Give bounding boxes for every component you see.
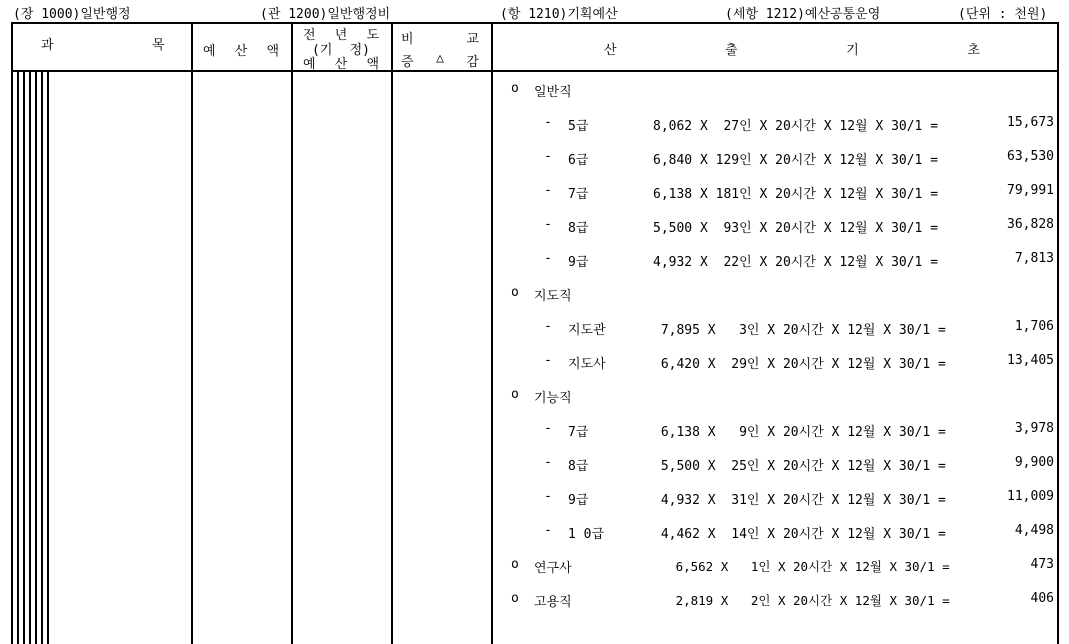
header-prev-ch: 도 xyxy=(366,28,379,43)
row-label: 9급 xyxy=(568,255,589,270)
bullet-dash: - xyxy=(544,489,552,504)
gwan-label: (관 1200)일반행정비 xyxy=(260,7,391,22)
header-prev-ch: (기 xyxy=(312,43,333,58)
row-amount: 79,991 xyxy=(1007,183,1054,198)
row-label: 7급 xyxy=(568,187,589,202)
row-calculation: 6,562 X 1인 X 20시간 X 12월 X 30/1 = xyxy=(653,559,950,574)
header-budget-ch: 산 xyxy=(234,44,248,59)
bullet-dash: - xyxy=(544,217,552,232)
table-row xyxy=(0,285,1069,305)
row-label: 지도직 xyxy=(534,289,572,304)
table-row xyxy=(0,387,1069,407)
header-compare-ch: 증 xyxy=(401,55,414,70)
row-amount: 63,530 xyxy=(1007,149,1054,164)
unit-label: (단위 : 천원) xyxy=(958,7,1048,22)
row-label: 1 0급 xyxy=(568,527,605,542)
row-calculation: 5,500 X 93인 X 20시간 X 12월 X 30/1 = xyxy=(653,221,939,236)
row-calculation: 5,500 X 25인 X 20시간 X 12월 X 30/1 = xyxy=(653,459,946,474)
header-budget xyxy=(203,40,279,59)
table-row xyxy=(0,489,1069,509)
row-calculation: 6,420 X 29인 X 20시간 X 12월 X 30/1 = xyxy=(653,357,946,372)
bullet-dash: - xyxy=(544,421,552,436)
table-row xyxy=(0,81,1069,101)
row-calculation: 4,932 X 22인 X 20시간 X 12월 X 30/1 = xyxy=(653,255,939,270)
header-prev-ch: 년 xyxy=(334,28,348,43)
header-basis-ch: 초 xyxy=(967,43,980,58)
row-label: 고용직 xyxy=(534,595,572,610)
row-label: 기능직 xyxy=(534,391,572,406)
header-budget-ch: 예 xyxy=(203,44,216,59)
row-label: 일반직 xyxy=(534,85,572,100)
row-calculation: 4,462 X 14인 X 20시간 X 12월 X 30/1 = xyxy=(653,527,946,542)
row-amount: 473 xyxy=(1030,557,1054,572)
header-prev-ch: 예 xyxy=(303,57,316,72)
header-compare-ch: 비 xyxy=(401,32,414,47)
table-row xyxy=(0,251,1069,271)
table-row xyxy=(0,149,1069,169)
header-prev-ch: 산 xyxy=(334,57,348,72)
bullet-dash: - xyxy=(544,353,552,368)
bullet-circle: o xyxy=(511,591,519,606)
table-row xyxy=(0,217,1069,237)
row-label: 9급 xyxy=(568,493,589,508)
bullet-dash: - xyxy=(544,455,552,470)
header-basis-ch: 출 xyxy=(725,43,738,58)
table-row xyxy=(0,523,1069,543)
header-basis xyxy=(604,39,980,58)
header-compare-ch: 교 xyxy=(466,32,479,47)
row-calculation: 4,932 X 31인 X 20시간 X 12월 X 30/1 = xyxy=(653,493,946,508)
header-compare-line1 xyxy=(401,28,479,47)
row-amount: 9,900 xyxy=(1014,455,1054,470)
row-calculation: 2,819 X 2인 X 20시간 X 12월 X 30/1 = xyxy=(653,593,950,608)
row-label: 지도관 xyxy=(568,323,606,338)
bullet-circle: o xyxy=(511,81,519,96)
bullet-dash: - xyxy=(544,183,552,198)
bullet-dash: - xyxy=(544,251,552,266)
bullet-dash: - xyxy=(544,319,552,334)
bullet-circle: o xyxy=(511,285,519,300)
table-row xyxy=(0,353,1069,373)
header-subject-right: 목 xyxy=(152,38,165,53)
row-amount: 11,009 xyxy=(1007,489,1054,504)
table-row xyxy=(0,591,1069,611)
row-label: 연구사 xyxy=(534,561,572,576)
hang-label: (항 1210)기획예산 xyxy=(500,7,618,22)
header-compare-ch: 감 xyxy=(466,55,479,70)
jang-label: (장 1000)일반행정 xyxy=(13,7,131,22)
row-amount: 15,673 xyxy=(1007,115,1054,130)
row-label: 6급 xyxy=(568,153,589,168)
bullet-circle: o xyxy=(511,557,519,572)
table-row xyxy=(0,115,1069,135)
header-prev-ch: 정) xyxy=(349,43,370,58)
row-calculation: 6,138 X 9인 X 20시간 X 12월 X 30/1 = xyxy=(653,425,946,440)
table-row xyxy=(0,319,1069,339)
row-calculation: 6,138 X 181인 X 20시간 X 12월 X 30/1 = xyxy=(653,187,939,202)
table-row xyxy=(0,183,1069,203)
table-row xyxy=(0,557,1069,577)
header-compare-line2 xyxy=(401,51,479,70)
bullet-dash: - xyxy=(544,149,552,164)
row-amount: 406 xyxy=(1030,591,1054,606)
row-amount: 7,813 xyxy=(1014,251,1054,266)
row-amount: 13,405 xyxy=(1007,353,1054,368)
header-compare-ch: △ xyxy=(436,51,444,66)
row-label: 8급 xyxy=(568,221,589,236)
row-amount: 4,498 xyxy=(1014,523,1054,538)
sehang-label: (세항 1212)예산공통운영 xyxy=(725,7,881,22)
header-prev-ch: 액 xyxy=(366,57,379,72)
row-calculation: 7,895 X 3인 X 20시간 X 12월 X 30/1 = xyxy=(653,323,946,338)
row-label: 5급 xyxy=(568,119,589,134)
table-row xyxy=(0,421,1069,441)
row-label: 7급 xyxy=(568,425,589,440)
header-basis-ch: 산 xyxy=(604,43,617,58)
header-divider xyxy=(11,70,1059,72)
bullet-circle: o xyxy=(511,387,519,402)
bullet-dash: - xyxy=(544,523,552,538)
row-calculation: 8,062 X 27인 X 20시간 X 12월 X 30/1 = xyxy=(653,119,939,134)
header-basis-ch: 기 xyxy=(846,43,859,58)
header-prev-line3 xyxy=(303,53,379,72)
row-amount: 36,828 xyxy=(1007,217,1054,232)
row-label: 8급 xyxy=(568,459,589,474)
header-prev-ch: 전 xyxy=(303,28,316,43)
header-budget-ch: 액 xyxy=(266,44,279,59)
bullet-dash: - xyxy=(544,115,552,130)
row-label: 지도사 xyxy=(568,357,606,372)
table-row xyxy=(0,455,1069,475)
row-amount: 3,978 xyxy=(1014,421,1054,436)
row-calculation: 6,840 X 129인 X 20시간 X 12월 X 30/1 = xyxy=(653,153,939,168)
row-amount: 1,706 xyxy=(1014,319,1054,334)
header-subject-left: 과 xyxy=(41,38,54,53)
